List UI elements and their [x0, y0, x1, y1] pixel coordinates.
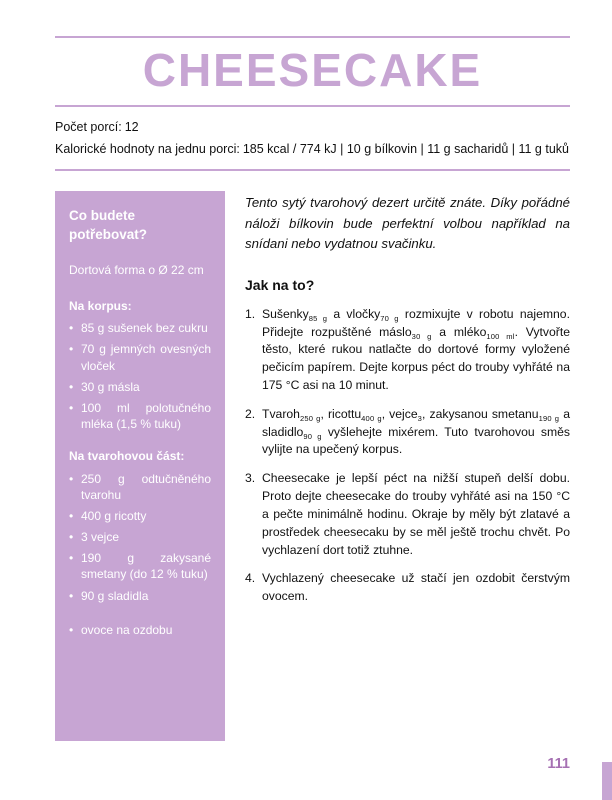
servings-label: Počet porcí: [55, 119, 122, 134]
meta-divider [55, 169, 570, 171]
step-item: 1. Sušenky$_{85 g}$ a vločky$_{70 g}$ rozmixujte v robotu najemno. Přidejte rozpuštěné máslo$_{30 g}$ a mléko$_{100 ml}$. Vytvořte těsto, které rukou natlačte do dortové formy vyložené pečicím papírem. Dejte korpus péct do trouby vyhřáté na 175 °C asi na 10 minut. [245, 306, 571, 392]
quantity-subscript: 30 g [411, 331, 432, 341]
quantity-subscript: 85 g [308, 314, 328, 324]
servings-row [55, 116, 570, 138]
quantity-subscript: 70 g [380, 314, 399, 324]
servings-value: 12 [124, 119, 139, 134]
title-divider [55, 105, 570, 107]
ingredient-item: • ovoce na ozdobu [69, 622, 211, 638]
page-edge-tab [602, 762, 612, 800]
ingredient-list [69, 320, 211, 432]
step-item: 4. Vychlazený cheesecake už stačí jen ozdobit čerstvým ovocem. [245, 571, 570, 604]
quantity-subscript: 190 g [538, 414, 560, 424]
equipment-note: Dortová forma o Ø 22 cm [69, 262, 204, 277]
ingredient-item: • 30 g másla [69, 379, 211, 395]
intro-paragraph: Tento sytý tvarohový dezert určitě znáte. Díky pořádné náloži bílkovin bude perfektní volbou například na snídani nebo vydatnou svačinku. [245, 195, 570, 252]
page-title: CHEESECAKE [142, 44, 483, 96]
ingredient-item: • 190 g zakysané smetany (do 12 % tuku) [69, 550, 211, 582]
calories-row [55, 138, 570, 160]
ingredient-section-title: Na tvarohovou část: [69, 449, 185, 464]
quantity-subscript: 100 ml [486, 331, 515, 341]
step-item: 2. Tvaroh$_{250 g}$, ricottu$_{400 g}$, vejce$_3$, zakysanou smetanu$_{190 g}$ a sladidlo$_{90 g}$ vyšlehejte mixérem. Tuto tvarohovou směs vylijte na upečený korpus. [245, 406, 571, 457]
ingredient-item: • 400 g ricotty [69, 508, 211, 524]
ingredient-item: • 90 g sladidla [69, 588, 211, 604]
ingredient-item: • 85 g sušenek bez cukru [69, 320, 211, 336]
ingredient-list [69, 622, 211, 638]
calories-label: Kalorické hodnoty na jednu porci: [55, 142, 240, 157]
content-area [55, 191, 570, 741]
ingredient-item: • 250 g odtučněného tvarohu [69, 471, 211, 503]
howto-heading: Jak na to? [245, 276, 315, 293]
step-item: 3. Cheesecake je lepší péct na nižší stupeň delší dobu. Proto dejte cheesecake do trouby vyhřáté asi na 150 °C a pečte minimálně hodinu. Okraje by měly být zlatavé a prostředek cheesecaku by se měl ještě trochu chvět. Po vychlazení dort totiž ztuhne. [245, 471, 570, 557]
ingredient-item: • 3 vejce [69, 529, 211, 545]
ingredient-list [69, 471, 211, 604]
ingredient-item: • 100 ml polotučného mléka (1,5 % tuku) [69, 400, 211, 432]
recipe-meta [55, 116, 570, 161]
top-divider [55, 36, 570, 38]
quantity-subscript: 3 [417, 414, 423, 424]
ingredients-panel [55, 191, 225, 741]
step-number: 1. [245, 306, 256, 321]
ingredient-section-title: Na korpus: [69, 299, 132, 314]
instructions-column [245, 191, 570, 741]
calories-value: 185 kcal / 774 kJ | 10 g bílkovin | 11 g sacharidů | 11 g tuků [242, 142, 569, 157]
step-number: 3. [245, 471, 256, 486]
quantity-subscript: 400 g [361, 414, 382, 424]
ingredient-sections [69, 298, 211, 638]
quantity-subscript: 250 g [299, 414, 321, 424]
step-number: 2. [245, 406, 256, 421]
page-number: 111 [547, 756, 570, 772]
step-number: 4. [245, 571, 256, 586]
quantity-subscript: 90 g [303, 432, 322, 442]
ingredient-item: • 70 g jemných ovesných vloček [69, 341, 211, 373]
ingredients-heading: Co budete potřebovat? [69, 208, 148, 242]
step-list [245, 306, 570, 606]
